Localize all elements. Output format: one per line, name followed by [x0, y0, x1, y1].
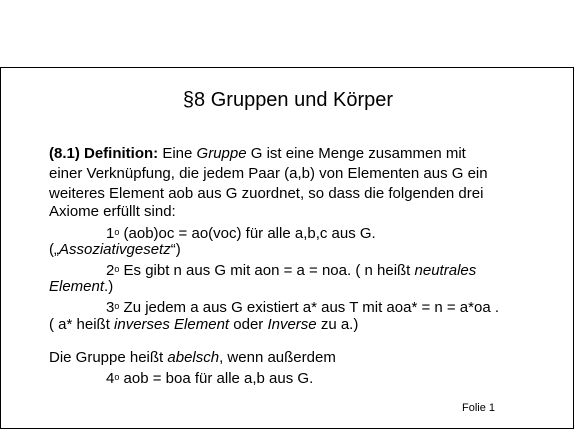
definition-text: Eine	[158, 145, 197, 162]
axiom-text: oder	[229, 316, 268, 333]
quote-close: “)	[170, 241, 181, 258]
axiom-number: 1	[106, 225, 115, 242]
term-assoziativgesetz: Assoziativgesetz	[59, 241, 171, 258]
axiom-text: Zu jedem a aus G existiert a* aus T mit aoa* = n = a*oa .	[119, 299, 500, 316]
axiom-4	[106, 367, 313, 389]
axiom-2	[106, 259, 476, 281]
axiom-text: aob = boa für alle a,b aus G.	[119, 370, 314, 387]
term-neutrales: neutrales	[414, 262, 477, 279]
axiom-1-name-line	[49, 240, 181, 260]
axiom-text: ( a* heißt	[49, 316, 115, 333]
term-element: Element	[49, 278, 105, 295]
axiom-number: 3	[106, 299, 115, 316]
axiom-degree: o	[114, 227, 120, 237]
axiom-number: 4	[106, 370, 115, 387]
definition-line-4: Axiome erfüllt sind:	[49, 203, 176, 220]
term-abelsch: abelsch	[167, 349, 220, 366]
slide-title: §8 Gruppen und Körper	[182, 89, 394, 111]
term-inverses-element: inverses Element	[114, 316, 230, 333]
term-gruppe: Gruppe	[196, 145, 247, 162]
abelian-text: Die Gruppe heißt	[49, 349, 168, 366]
axiom-2-line-2	[49, 277, 113, 297]
term-inverse: Inverse	[267, 316, 317, 333]
axiom-degree: o	[114, 264, 120, 274]
axiom-text: (aob)oc = ao(voc) für alle a,b,c aus G.	[119, 225, 376, 242]
abelian-text: , wenn außerdem	[219, 349, 336, 366]
axiom-3-line-2	[49, 315, 358, 335]
slide-footer: Folie 1	[462, 402, 496, 414]
definition-line-3: weiteres Element aob aus G zuordnet, so dass die folgenden drei	[49, 185, 484, 202]
abelian-line	[49, 348, 336, 368]
axiom-number: 2	[106, 262, 115, 279]
axiom-text: Es gibt n aus G mit aon = a = noa. ( n heißt	[119, 262, 415, 279]
definition-line-2: einer Verknüpfung, die jedem Paar (a,b) von Elementen aus G ein	[49, 165, 488, 182]
quote-open: („	[49, 241, 59, 258]
definition-text: G ist eine Menge zusammen mit	[246, 145, 466, 162]
definition-label: (8.1) Definition:	[49, 145, 159, 162]
axiom-degree: o	[114, 301, 120, 311]
axiom-text: .)	[104, 278, 114, 295]
axiom-degree: o	[114, 372, 120, 382]
definition-line-1	[49, 144, 466, 164]
axiom-text: zu a.)	[316, 316, 359, 333]
